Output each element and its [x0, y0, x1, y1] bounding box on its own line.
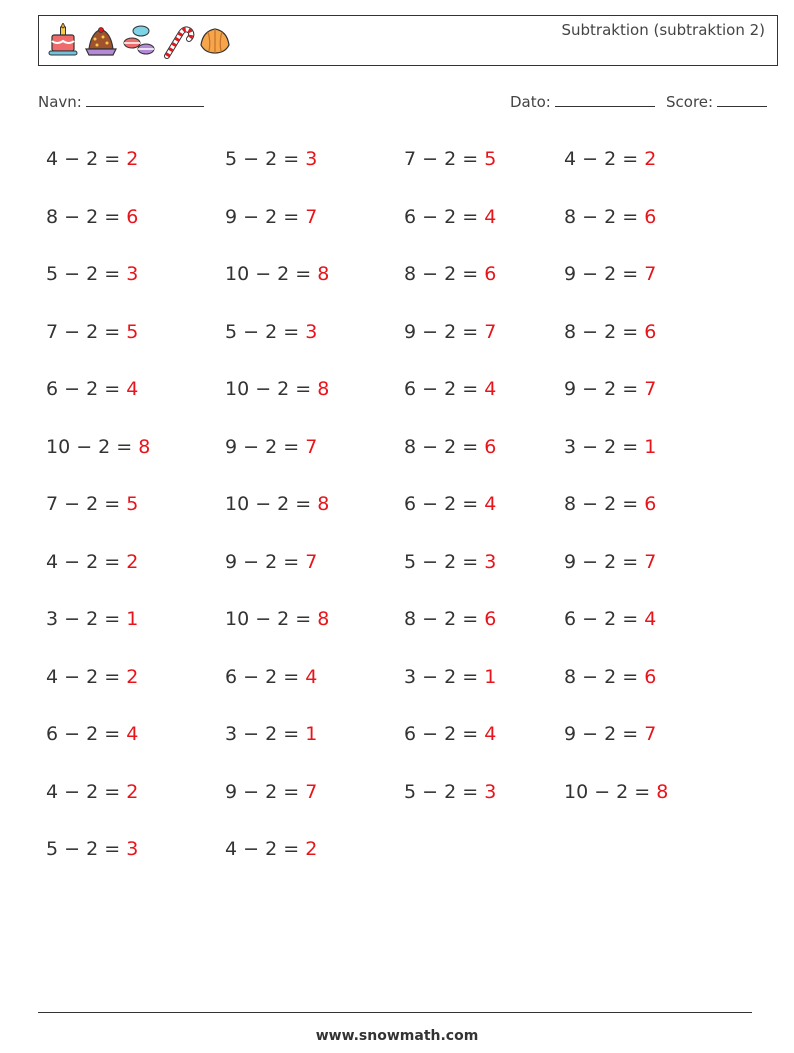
problem-answer: 3: [305, 320, 318, 343]
problem-expression: 6 − 2 =: [46, 723, 127, 745]
problem-answer: 7: [305, 205, 318, 228]
problem-answer: 6: [644, 320, 657, 343]
problem-expression: 10 − 2 =: [564, 780, 657, 803]
problem-item: [46, 723, 138, 745]
problem-expression: 8 − 2 =: [564, 320, 645, 343]
problem-item: [404, 781, 496, 803]
name-field: [38, 92, 204, 111]
problem-item: [225, 723, 317, 745]
problem-item: [225, 781, 317, 803]
problem-expression: 5 − 2 =: [225, 320, 306, 343]
problem-item: [46, 263, 138, 285]
score-blank: [717, 92, 767, 107]
date-field: [510, 92, 655, 111]
problem-answer: 4: [484, 205, 497, 228]
score-label: Score:: [666, 93, 714, 111]
birthday-cake-icon: [45, 23, 81, 59]
problem-answer: 6: [484, 435, 497, 458]
problem-item: [564, 148, 656, 170]
problem-answer: 7: [305, 550, 318, 573]
problem-item: [564, 321, 656, 343]
problem-answer: 3: [305, 148, 318, 170]
problem-item: [46, 321, 138, 343]
problem-expression: 9 − 2 =: [225, 550, 306, 573]
problem-expression: 3 − 2 =: [404, 665, 485, 688]
problem-expression: 6 − 2 =: [225, 665, 306, 688]
problem-expression: 4 − 2 =: [46, 550, 127, 573]
problem-item: [564, 206, 656, 228]
problem-item: [404, 378, 496, 400]
problem-item: [46, 608, 138, 630]
worksheet-header: [38, 15, 778, 66]
problem-answer: 4: [484, 723, 497, 745]
problem-item: [564, 608, 656, 630]
problem-item: [404, 551, 496, 573]
problem-answer: 6: [644, 205, 657, 228]
problem-expression: 6 − 2 =: [404, 723, 485, 745]
problem-answer: 4: [484, 378, 497, 400]
problem-item: [225, 148, 317, 170]
problem-expression: 7 − 2 =: [404, 148, 485, 170]
problem-expression: 4 − 2 =: [564, 148, 645, 170]
problem-expression: 8 − 2 =: [564, 205, 645, 228]
problem-answer: 8: [317, 263, 330, 285]
problem-item: [46, 436, 150, 458]
problem-answer: 3: [484, 550, 497, 573]
problem-item: [564, 493, 656, 515]
problem-expression: 8 − 2 =: [404, 435, 485, 458]
problem-answer: 1: [305, 723, 318, 745]
problem-item: [225, 378, 329, 400]
icon-strip: [45, 20, 233, 62]
footer-url: www.snowmath.com: [315, 1028, 479, 1044]
problem-expression: 6 − 2 =: [404, 493, 485, 515]
problem-answer: 2: [126, 148, 139, 170]
date-label: Dato:: [510, 93, 551, 111]
problem-item: [225, 551, 317, 573]
problem-expression: 9 − 2 =: [564, 378, 645, 400]
problem-expression: 8 − 2 =: [404, 263, 485, 285]
problem-item: [46, 148, 138, 170]
problem-answer: 1: [484, 665, 497, 688]
problem-expression: 9 − 2 =: [225, 780, 306, 803]
problem-expression: 10 − 2 =: [225, 263, 318, 285]
problem-item: [225, 838, 317, 860]
problem-item: [404, 263, 496, 285]
problem-item: [225, 608, 329, 630]
worksheet-title: Subtraktion (subtraktion 2): [561, 21, 765, 39]
problem-item: [46, 378, 138, 400]
problem-answer: 1: [126, 608, 139, 630]
problem-answer: 7: [305, 780, 318, 803]
problem-expression: 8 − 2 =: [564, 665, 645, 688]
problem-answer: 8: [138, 435, 151, 458]
problem-item: [225, 263, 329, 285]
problem-item: [564, 666, 656, 688]
candy-cane-icon: [159, 23, 195, 59]
problem-answer: 6: [484, 263, 497, 285]
problem-expression: 5 − 2 =: [225, 148, 306, 170]
problem-expression: 5 − 2 =: [46, 263, 127, 285]
problem-expression: 3 − 2 =: [46, 608, 127, 630]
problem-answer: 8: [317, 378, 330, 400]
problem-answer: 8: [656, 780, 669, 803]
problem-answer: 4: [305, 665, 318, 688]
problem-answer: 5: [126, 493, 139, 515]
problem-item: [564, 723, 656, 745]
problem-expression: 4 − 2 =: [46, 665, 127, 688]
problem-item: [225, 321, 317, 343]
problem-answer: 2: [126, 780, 139, 803]
problem-expression: 8 − 2 =: [564, 493, 645, 515]
problem-answer: 2: [305, 838, 318, 860]
problem-item: [404, 493, 496, 515]
problem-answer: 5: [484, 148, 497, 170]
problem-answer: 6: [126, 205, 139, 228]
problem-expression: 8 − 2 =: [46, 205, 127, 228]
problem-item: [46, 206, 138, 228]
problem-expression: 4 − 2 =: [46, 148, 127, 170]
problem-answer: 7: [484, 320, 497, 343]
problem-item: [225, 493, 329, 515]
problem-answer: 2: [126, 550, 139, 573]
problem-expression: 4 − 2 =: [225, 838, 306, 860]
problem-expression: 9 − 2 =: [564, 550, 645, 573]
problem-answer: 6: [484, 608, 497, 630]
problem-answer: 3: [126, 263, 139, 285]
name-blank: [86, 92, 204, 107]
problem-expression: 3 − 2 =: [564, 435, 645, 458]
problem-item: [46, 838, 138, 860]
problem-answer: 7: [644, 378, 657, 400]
problem-item: [46, 551, 138, 573]
problem-expression: 9 − 2 =: [564, 723, 645, 745]
problem-expression: 4 − 2 =: [46, 780, 127, 803]
problem-expression: 7 − 2 =: [46, 320, 127, 343]
problem-answer: 7: [644, 723, 657, 745]
footer-divider: [38, 1012, 752, 1013]
problem-expression: 6 − 2 =: [46, 378, 127, 400]
problem-answer: 4: [644, 608, 657, 630]
problem-item: [404, 608, 496, 630]
problem-item: [404, 321, 496, 343]
problem-expression: 10 − 2 =: [46, 435, 139, 458]
chocolate-cake-icon: [83, 23, 119, 59]
problem-expression: 9 − 2 =: [404, 320, 485, 343]
problem-item: [404, 206, 496, 228]
problem-answer: 2: [126, 665, 139, 688]
problem-expression: 10 − 2 =: [225, 378, 318, 400]
problem-answer: 8: [317, 608, 330, 630]
problem-item: [564, 263, 656, 285]
problem-item: [225, 436, 317, 458]
problem-answer: 6: [644, 665, 657, 688]
problem-item: [46, 493, 138, 515]
problem-answer: 4: [126, 723, 139, 745]
problem-item: [404, 723, 496, 745]
date-blank: [555, 92, 655, 107]
problem-item: [46, 781, 138, 803]
problem-answer: 7: [305, 435, 318, 458]
problem-answer: 3: [126, 838, 139, 860]
problem-item: [46, 666, 138, 688]
croissant-icon: [197, 23, 233, 59]
problem-expression: 7 − 2 =: [46, 493, 127, 515]
problem-answer: 7: [644, 263, 657, 285]
problem-expression: 8 − 2 =: [404, 608, 485, 630]
problem-answer: 3: [484, 780, 497, 803]
problem-item: [564, 378, 656, 400]
problem-item: [404, 436, 496, 458]
problem-item: [564, 551, 656, 573]
problem-expression: 6 − 2 =: [564, 608, 645, 630]
problem-item: [564, 436, 656, 458]
problem-expression: 5 − 2 =: [46, 838, 127, 860]
problem-expression: 5 − 2 =: [404, 550, 485, 573]
problem-item: [404, 666, 496, 688]
problem-expression: 3 − 2 =: [225, 723, 306, 745]
problem-expression: 6 − 2 =: [404, 378, 485, 400]
problem-item: [404, 148, 496, 170]
problem-expression: 6 − 2 =: [404, 205, 485, 228]
problem-answer: 4: [484, 493, 497, 515]
problem-answer: 6: [644, 493, 657, 515]
macarons-icon: [121, 23, 157, 59]
problem-expression: 5 − 2 =: [404, 780, 485, 803]
problem-answer: 5: [126, 320, 139, 343]
problem-expression: 10 − 2 =: [225, 493, 318, 515]
problem-expression: 9 − 2 =: [225, 205, 306, 228]
problem-expression: 10 − 2 =: [225, 608, 318, 630]
problem-answer: 7: [644, 550, 657, 573]
score-field: [666, 92, 767, 111]
problem-item: [564, 781, 668, 803]
problem-expression: 9 − 2 =: [564, 263, 645, 285]
problem-answer: 1: [644, 435, 657, 458]
problem-answer: 2: [644, 148, 657, 170]
problem-item: [225, 206, 317, 228]
problem-item: [225, 666, 317, 688]
name-label: Navn:: [38, 93, 82, 111]
problem-answer: 8: [317, 493, 330, 515]
problem-answer: 4: [126, 378, 139, 400]
problem-expression: 9 − 2 =: [225, 435, 306, 458]
